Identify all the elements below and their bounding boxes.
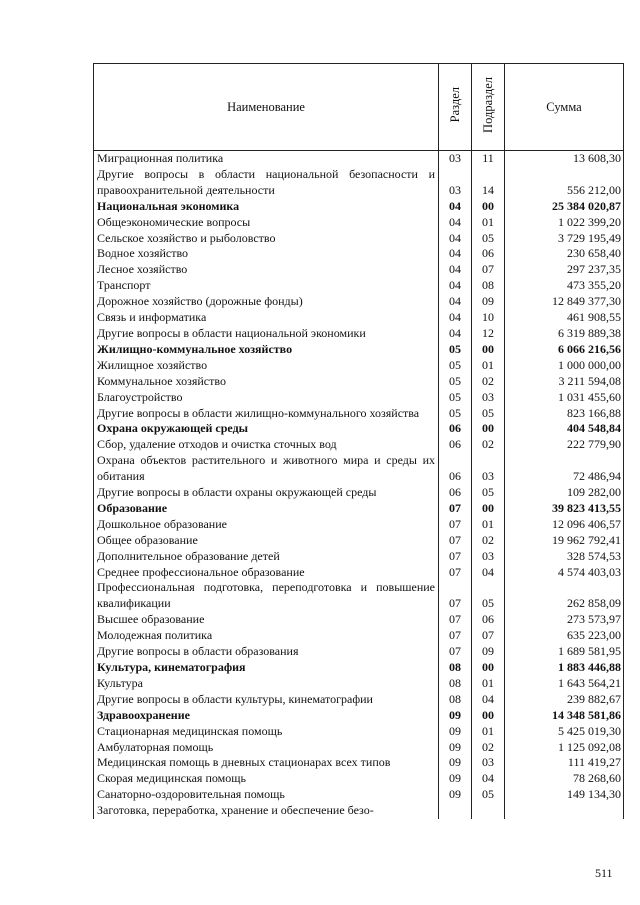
row-subsection: 04 — [472, 565, 505, 581]
table-row — [94, 771, 624, 787]
row-amount: 149 134,30 — [505, 787, 624, 803]
row-amount: 556 212,00 — [505, 167, 624, 199]
row-amount: 1 022 399,20 — [505, 215, 624, 231]
row-section: 04 — [439, 326, 472, 342]
row-amount: 1 000 000,00 — [505, 358, 624, 374]
table-row — [94, 755, 624, 771]
row-subsection: 02 — [472, 740, 505, 756]
row-subsection: 07 — [472, 262, 505, 278]
row-name: Дорожное хозяйство (дорожные фонды) — [94, 294, 439, 310]
row-amount: 262 858,09 — [505, 580, 624, 612]
row-name: Другие вопросы в области охраны окружающей среды — [94, 485, 439, 501]
table-row — [94, 565, 624, 581]
table-row — [94, 278, 624, 294]
row-section: 07 — [439, 612, 472, 628]
row-name: Охрана окружающей среды — [94, 421, 439, 437]
row-subsection: 01 — [472, 676, 505, 692]
row-section: 05 — [439, 374, 472, 390]
row-name: Лесное хозяйство — [94, 262, 439, 278]
table-row — [94, 294, 624, 310]
row-name: Дополнительное образование детей — [94, 549, 439, 565]
table-row — [94, 676, 624, 692]
header-name: Наименование — [94, 64, 439, 151]
row-amount: 635 223,00 — [505, 628, 624, 644]
table-row — [94, 199, 624, 215]
row-section: 09 — [439, 740, 472, 756]
row-name: Благоустройство — [94, 390, 439, 406]
row-section: 07 — [439, 501, 472, 517]
table-row — [94, 485, 624, 501]
row-subsection: 06 — [472, 246, 505, 262]
row-section: 09 — [439, 755, 472, 771]
table-row — [94, 390, 624, 406]
row-name: Другие вопросы в области культуры, кинематографии — [94, 692, 439, 708]
row-subsection: 01 — [472, 517, 505, 533]
row-subsection: 03 — [472, 549, 505, 565]
table-row — [94, 580, 624, 612]
row-section: 03 — [439, 167, 472, 199]
row-amount: 12 096 406,57 — [505, 517, 624, 533]
row-section: 04 — [439, 246, 472, 262]
row-amount: 1 883 446,88 — [505, 660, 624, 676]
row-name: Другие вопросы в области образования — [94, 644, 439, 660]
header-amount: Сумма — [505, 64, 624, 151]
row-section: 05 — [439, 358, 472, 374]
row-name: Сбор, удаление отходов и очистка сточных вод — [94, 437, 439, 453]
row-name: Жилищное хозяйство — [94, 358, 439, 374]
row-section: 09 — [439, 708, 472, 724]
row-amount: 1 689 581,95 — [505, 644, 624, 660]
table-row — [94, 406, 624, 422]
row-subsection: 01 — [472, 215, 505, 231]
row-amount — [505, 803, 624, 819]
row-section: 07 — [439, 549, 472, 565]
row-amount: 1 031 455,60 — [505, 390, 624, 406]
row-name: Сельское хозяйство и рыболовство — [94, 231, 439, 247]
row-amount: 823 166,88 — [505, 406, 624, 422]
header-subsection: Подраздел — [472, 64, 505, 151]
row-section: 07 — [439, 533, 472, 549]
table-row — [94, 660, 624, 676]
row-section: 05 — [439, 390, 472, 406]
row-section — [439, 803, 472, 819]
table-row — [94, 231, 624, 247]
table-row — [94, 708, 624, 724]
row-amount: 13 608,30 — [505, 151, 624, 167]
row-section: 08 — [439, 676, 472, 692]
row-section: 06 — [439, 437, 472, 453]
row-amount: 3 729 195,49 — [505, 231, 624, 247]
row-section: 06 — [439, 485, 472, 501]
table-row — [94, 517, 624, 533]
row-name: Другие вопросы в области жилищно-коммунального хозяйства — [94, 406, 439, 422]
row-name: Высшее образование — [94, 612, 439, 628]
row-amount: 3 211 594,08 — [505, 374, 624, 390]
table-row — [94, 453, 624, 485]
row-subsection: 14 — [472, 167, 505, 199]
table-row — [94, 612, 624, 628]
row-amount: 297 237,35 — [505, 262, 624, 278]
row-section: 04 — [439, 262, 472, 278]
row-section: 07 — [439, 517, 472, 533]
row-subsection: 02 — [472, 533, 505, 549]
row-subsection: 05 — [472, 231, 505, 247]
table-row — [94, 628, 624, 644]
row-amount: 222 779,90 — [505, 437, 624, 453]
row-amount: 404 548,84 — [505, 421, 624, 437]
row-name: Дошкольное образование — [94, 517, 439, 533]
row-amount: 14 348 581,86 — [505, 708, 624, 724]
page-number: 511 — [595, 866, 613, 880]
header-row — [94, 64, 624, 151]
row-name: Медицинская помощь в дневных стационарах всех типов — [94, 755, 439, 771]
row-section: 08 — [439, 692, 472, 708]
table-row — [94, 421, 624, 437]
row-amount: 5 425 019,30 — [505, 724, 624, 740]
row-name: Молодежная политика — [94, 628, 439, 644]
row-name: Скорая медицинская помощь — [94, 771, 439, 787]
row-section: 09 — [439, 724, 472, 740]
row-name: Охрана объектов растительного и животного мира и среды их обитания — [94, 453, 439, 485]
row-subsection: 12 — [472, 326, 505, 342]
row-section: 08 — [439, 660, 472, 676]
row-subsection: 02 — [472, 374, 505, 390]
row-subsection: 05 — [472, 406, 505, 422]
row-name: Другие вопросы в области национальной экономики — [94, 326, 439, 342]
row-amount: 39 823 413,55 — [505, 501, 624, 517]
row-amount: 19 962 792,41 — [505, 533, 624, 549]
row-name: Общее образование — [94, 533, 439, 549]
row-section: 04 — [439, 231, 472, 247]
row-section: 04 — [439, 310, 472, 326]
table-row — [94, 167, 624, 199]
row-name: Заготовка, переработка, хранение и обеспечение безо- — [94, 803, 439, 819]
row-name: Профессиональная подготовка, переподготовка и повышение квалификации — [94, 580, 439, 612]
table-row — [94, 692, 624, 708]
row-subsection: 07 — [472, 628, 505, 644]
row-name: Санаторно-оздоровительная помощь — [94, 787, 439, 803]
row-name: Коммунальное хозяйство — [94, 374, 439, 390]
row-name: Среднее профессиональное образование — [94, 565, 439, 581]
row-subsection: 03 — [472, 755, 505, 771]
row-subsection: 00 — [472, 501, 505, 517]
table-row — [94, 310, 624, 326]
row-name: Транспорт — [94, 278, 439, 294]
row-subsection: 00 — [472, 708, 505, 724]
row-name: Стационарная медицинская помощь — [94, 724, 439, 740]
row-name: Здравоохранение — [94, 708, 439, 724]
table-row — [94, 803, 624, 819]
row-amount: 78 268,60 — [505, 771, 624, 787]
row-subsection: 00 — [472, 342, 505, 358]
row-subsection — [472, 803, 505, 819]
row-amount: 25 384 020,87 — [505, 199, 624, 215]
row-subsection: 09 — [472, 644, 505, 660]
row-amount: 6 319 889,38 — [505, 326, 624, 342]
row-section: 04 — [439, 278, 472, 294]
row-name: Культура — [94, 676, 439, 692]
row-section: 06 — [439, 421, 472, 437]
row-subsection: 06 — [472, 612, 505, 628]
table-row — [94, 549, 624, 565]
row-section: 04 — [439, 215, 472, 231]
row-subsection: 00 — [472, 421, 505, 437]
row-amount: 4 574 403,03 — [505, 565, 624, 581]
table-row — [94, 740, 624, 756]
row-name: Другие вопросы в области национальной безопасности и правоохранительной деятельности — [94, 167, 439, 199]
row-amount: 273 573,97 — [505, 612, 624, 628]
row-section: 07 — [439, 580, 472, 612]
row-name: Образование — [94, 501, 439, 517]
row-amount: 1 643 564,21 — [505, 676, 624, 692]
row-section: 05 — [439, 406, 472, 422]
row-section: 09 — [439, 787, 472, 803]
row-subsection: 01 — [472, 724, 505, 740]
table-row — [94, 262, 624, 278]
row-amount: 109 282,00 — [505, 485, 624, 501]
row-amount: 461 908,55 — [505, 310, 624, 326]
table-row — [94, 533, 624, 549]
row-subsection: 02 — [472, 437, 505, 453]
table-row — [94, 374, 624, 390]
table-row — [94, 151, 624, 167]
row-amount: 6 066 216,56 — [505, 342, 624, 358]
row-name: Культура, кинематография — [94, 660, 439, 676]
row-section: 09 — [439, 771, 472, 787]
table-row — [94, 437, 624, 453]
row-section: 05 — [439, 342, 472, 358]
table-row — [94, 787, 624, 803]
table-row — [94, 246, 624, 262]
row-amount: 328 574,53 — [505, 549, 624, 565]
row-subsection: 11 — [472, 151, 505, 167]
table-row — [94, 342, 624, 358]
row-amount: 1 125 092,08 — [505, 740, 624, 756]
budget-table — [93, 63, 624, 819]
row-section: 07 — [439, 644, 472, 660]
table-row — [94, 644, 624, 660]
row-name: Водное хозяйство — [94, 246, 439, 262]
row-subsection: 08 — [472, 278, 505, 294]
row-name: Общеэкономические вопросы — [94, 215, 439, 231]
row-subsection: 05 — [472, 787, 505, 803]
table-row — [94, 724, 624, 740]
table-row — [94, 215, 624, 231]
row-section: 04 — [439, 294, 472, 310]
row-subsection: 00 — [472, 660, 505, 676]
row-amount: 473 355,20 — [505, 278, 624, 294]
row-section: 03 — [439, 151, 472, 167]
row-section: 04 — [439, 199, 472, 215]
table-row — [94, 326, 624, 342]
row-name: Амбулаторная помощь — [94, 740, 439, 756]
row-subsection: 05 — [472, 580, 505, 612]
row-subsection: 00 — [472, 199, 505, 215]
row-name: Национальная экономика — [94, 199, 439, 215]
header-section: Раздел — [439, 64, 472, 151]
row-subsection: 09 — [472, 294, 505, 310]
table-row — [94, 501, 624, 517]
row-amount: 239 882,67 — [505, 692, 624, 708]
row-name: Жилищно-коммунальное хозяйство — [94, 342, 439, 358]
table-body — [94, 151, 624, 820]
row-section: 06 — [439, 453, 472, 485]
row-section: 07 — [439, 628, 472, 644]
row-subsection: 10 — [472, 310, 505, 326]
row-subsection: 04 — [472, 692, 505, 708]
row-amount: 12 849 377,30 — [505, 294, 624, 310]
row-subsection: 03 — [472, 390, 505, 406]
row-section: 07 — [439, 565, 472, 581]
row-name: Связь и информатика — [94, 310, 439, 326]
row-amount: 230 658,40 — [505, 246, 624, 262]
row-subsection: 03 — [472, 453, 505, 485]
row-subsection: 01 — [472, 358, 505, 374]
row-subsection: 05 — [472, 485, 505, 501]
row-amount: 111 419,27 — [505, 755, 624, 771]
table-row — [94, 358, 624, 374]
row-name: Миграционная политика — [94, 151, 439, 167]
row-amount: 72 486,94 — [505, 453, 624, 485]
row-subsection: 04 — [472, 771, 505, 787]
